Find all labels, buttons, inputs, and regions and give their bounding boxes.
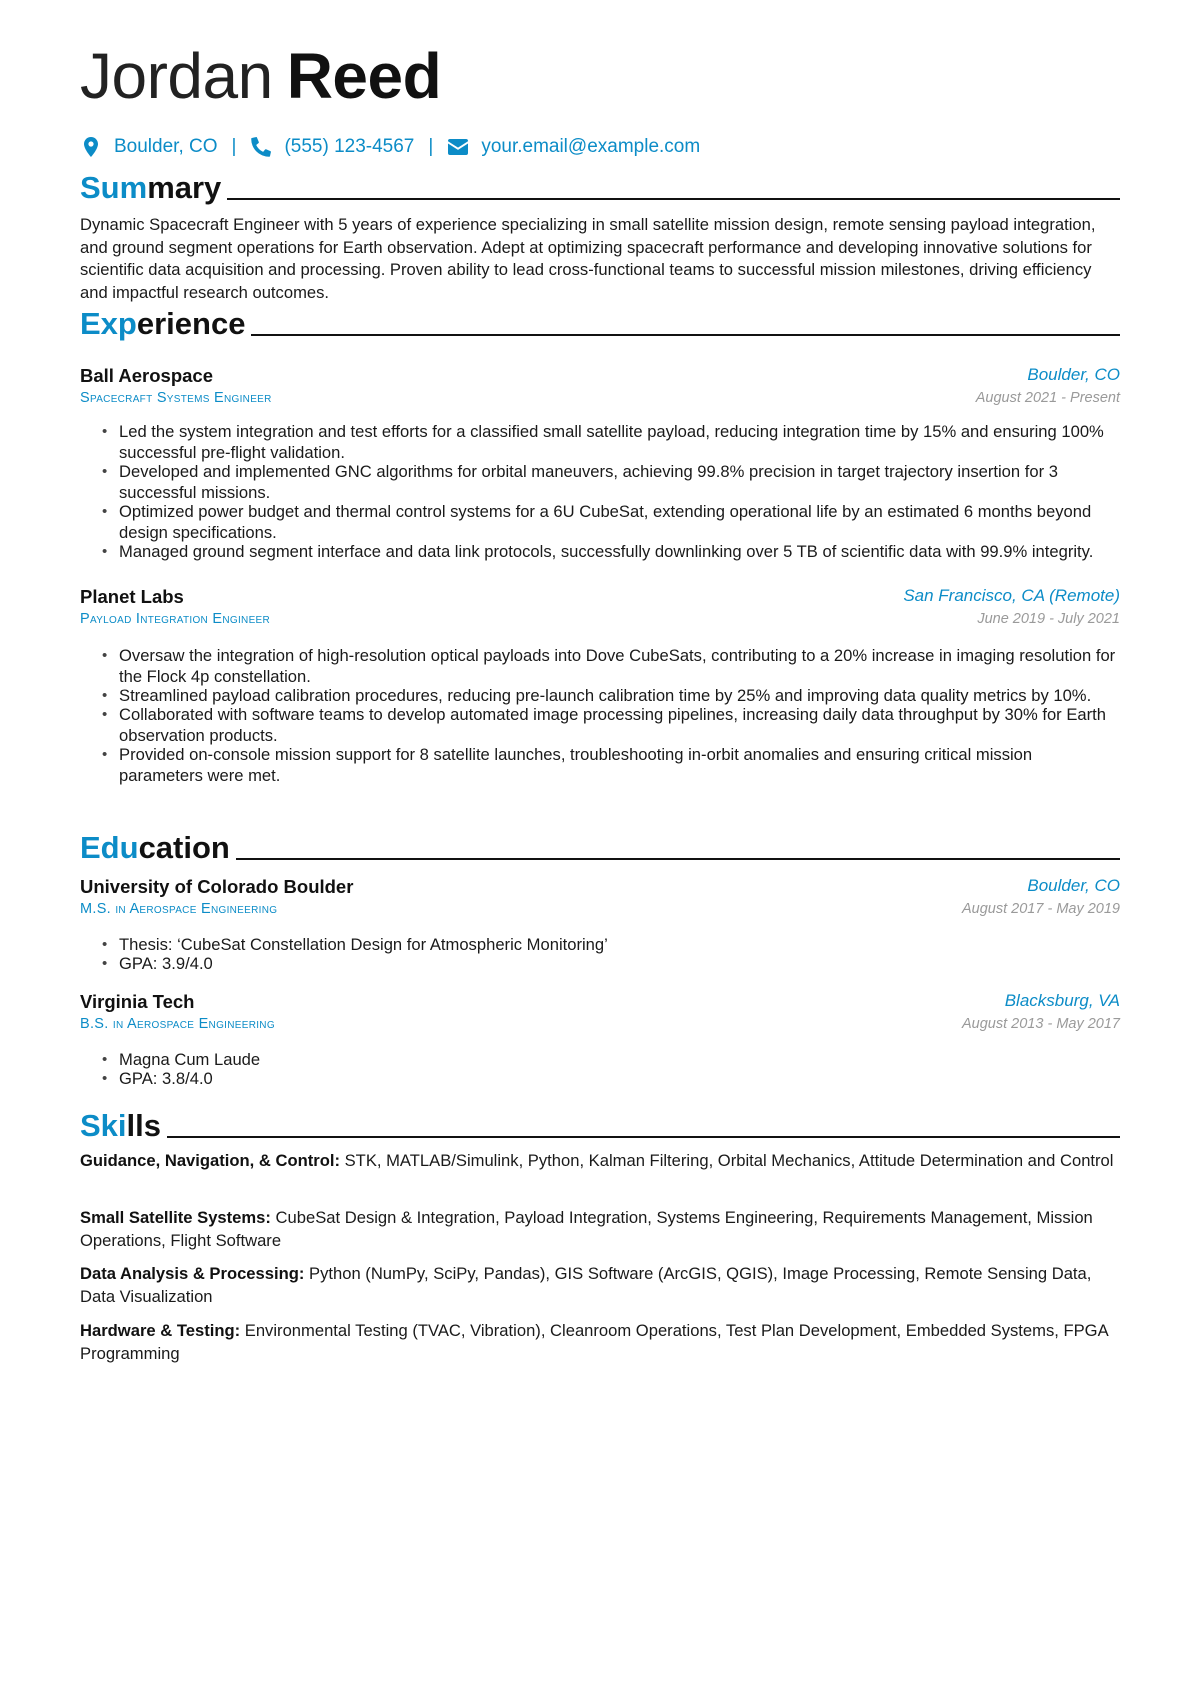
section-rule (227, 198, 1120, 200)
entry-location: Boulder, CO (1027, 876, 1120, 895)
section-heading-summary (80, 166, 1120, 206)
list-item: • Streamlined payload calibration procedures, reducing pre-launch calibration time by 25% and improving data quality metrics by 10%. (80, 685, 1120, 706)
envelope-icon (447, 136, 469, 158)
list-item: • Managed ground segment interface and data link protocols, successfully downlinking over 5 TB of scientific data with 99.9% integrity. (80, 541, 1120, 562)
entry-location: Blacksburg, VA (1004, 991, 1120, 1010)
section-rule (236, 858, 1120, 860)
skill-row (80, 1150, 1120, 1173)
section-rule (167, 1136, 1120, 1138)
skill-category: Data Analysis & Processing: (80, 1264, 305, 1283)
email-link[interactable]: your.email@example.com (481, 136, 701, 157)
job-title: Spacecraft Systems Engineer (80, 390, 272, 406)
list-item: • Provided on-console mission support for 8 satellite launches, troubleshooting in-orbit anomalies and ensuring critical mission parameters were met. (80, 744, 1120, 786)
location-text: Boulder, CO (114, 136, 218, 157)
bullet-list (80, 1049, 1120, 1087)
degree: M.S. in Aerospace Engineering (80, 901, 278, 917)
list-item: • GPA: 3.8/4.0 (80, 1068, 1120, 1089)
skill-row (80, 1263, 1120, 1308)
phone-text: (555) 123-4567 (284, 136, 415, 157)
skill-items: Environmental Testing (TVAC, Vibration), Cleanroom Operations, Test Plan Development, Embedded Systems, FPGA Programming (80, 1321, 1108, 1363)
degree: B.S. in Aerospace Engineering (80, 1016, 275, 1032)
experience-entry (80, 365, 1120, 561)
section-title: Skills (80, 1108, 161, 1143)
section-title: Experience (80, 306, 246, 341)
skill-items: CubeSat Design & Integration, Payload Integration, Systems Engineering, Requirements Management, Mission Operations, Flight Software (80, 1208, 1093, 1250)
contact-bar (80, 132, 700, 162)
entry-date: August 2021 - Present (975, 390, 1120, 406)
employer-name: Planet Labs (80, 586, 184, 607)
list-item: • Developed and implemented GNC algorithms for orbital maneuvers, achieving 99.8% precision in target trajectory insertion for 3 successful missions. (80, 461, 1120, 503)
list-item: • Thesis: ‘CubeSat Constellation Design for Atmospheric Monitoring’ (80, 934, 1120, 955)
school-name: Virginia Tech (80, 991, 195, 1012)
education-entry (80, 991, 1120, 1088)
contact-separator: | (428, 136, 434, 157)
entry-date: June 2019 - July 2021 (977, 611, 1120, 627)
job-title: Payload Integration Engineer (80, 611, 271, 627)
school-name: University of Colorado Boulder (80, 876, 354, 897)
experience-entry (80, 586, 1120, 785)
list-item: • Led the system integration and test efforts for a classified small satellite payload, reducing integration time by 15% and ensuring 100% successful pre-flight validation. (80, 421, 1120, 463)
bullet-list (80, 421, 1120, 560)
entry-location: Boulder, CO (1027, 365, 1120, 384)
list-item: • Oversaw the integration of high-resolution optical payloads into Dove CubeSats, contributing to a 20% increase in imaging resolution for the Flock 4p constellation. (80, 645, 1120, 687)
section-heading-education (80, 826, 1120, 866)
list-item: • Collaborated with software teams to develop automated image processing pipelines, increasing daily data throughput by 30% for Earth observation products. (80, 704, 1120, 746)
section-title: Summary (80, 170, 222, 205)
skill-row (80, 1207, 1120, 1252)
section-heading-experience (80, 302, 1120, 342)
skill-items: Python (NumPy, SciPy, Pandas), GIS Software (ArcGIS, QGIS), Image Processing, Remote Sensing Data, Data Visualization (80, 1264, 1092, 1306)
contact-phone[interactable] (250, 136, 414, 158)
first-name: Jordan (80, 40, 273, 112)
list-item: • Optimized power budget and thermal control systems for a 6U CubeSat, extending operational life by an estimated 6 months beyond design specifications. (80, 501, 1120, 543)
list-item: • Magna Cum Laude (80, 1049, 1120, 1070)
last-name: Reed (286, 40, 442, 112)
entry-location: San Francisco, CA (Remote) (903, 586, 1120, 605)
education-entry (80, 876, 1120, 973)
skill-category: Hardware & Testing: (80, 1321, 241, 1340)
skill-row (80, 1320, 1120, 1365)
candidate-name (80, 36, 441, 116)
skill-items: STK, MATLAB/Simulink, Python, Kalman Filtering, Orbital Mechanics, Attitude Determination and Control (344, 1151, 1114, 1170)
entry-date: August 2013 - May 2017 (962, 1016, 1120, 1032)
phone-icon (250, 136, 272, 158)
section-title: Education (80, 830, 230, 865)
list-item: • GPA: 3.9/4.0 (80, 953, 1120, 974)
contact-separator: | (231, 136, 237, 157)
map-pin-icon (80, 136, 102, 158)
section-rule (251, 334, 1120, 336)
bullet-list (80, 934, 1120, 972)
contact-email[interactable] (447, 136, 700, 158)
employer-name: Ball Aerospace (80, 365, 213, 386)
skill-category: Small Satellite Systems: (80, 1208, 271, 1227)
section-heading-skills (80, 1104, 1120, 1144)
contact-location (80, 136, 218, 158)
summary-text: Dynamic Spacecraft Engineer with 5 years of experience specializing in small satellite mission design, remote sensing payload integration, and ground segment operations for Earth observation. Adept at optimizing spacecraft performance and developing innovative solutions for scientific data acquisition and processing. Proven ability to lead cross-functional teams to successful mission milestones, driving efficiency and impactful research outcomes. (80, 215, 1096, 302)
bullet-list (80, 645, 1120, 784)
skill-category: Guidance, Navigation, & Control: (80, 1151, 340, 1170)
entry-date: August 2017 - May 2019 (962, 901, 1120, 917)
